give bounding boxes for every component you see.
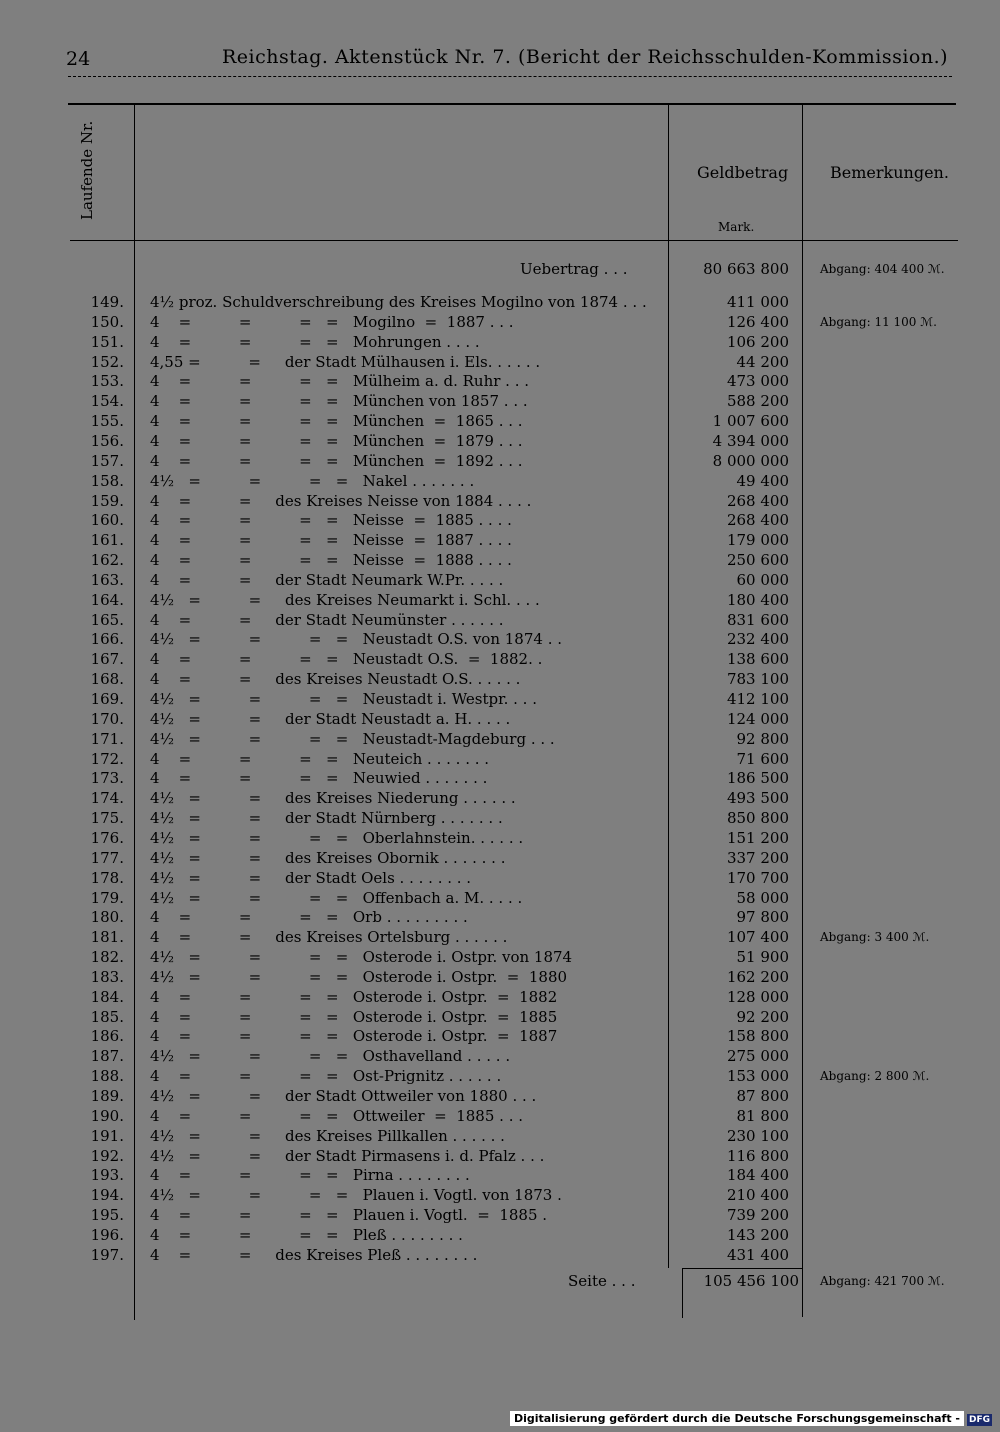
row-number: 185. xyxy=(90,1007,124,1026)
row-amount: 92 200 xyxy=(736,1007,789,1026)
row-amount: 179 000 xyxy=(726,531,789,550)
table-row xyxy=(0,888,1000,908)
row-number: 153. xyxy=(90,372,124,391)
row-number: 172. xyxy=(90,749,124,768)
row-number: 179. xyxy=(90,888,124,907)
row-amount: 739 200 xyxy=(726,1206,789,1225)
table-row xyxy=(0,808,1000,828)
table-row xyxy=(0,610,1000,630)
row-description: 4½ = = = = Neustadt i. Westpr. . . . xyxy=(150,690,537,708)
row-number: 168. xyxy=(90,670,124,689)
column-header-geldbetrag: Geldbetrag xyxy=(697,163,789,182)
row-description: 4½ = = = = Neustadt O.S. von 1874 . . xyxy=(150,630,563,649)
row-description: 4 = = = = Mohrungen . . . . xyxy=(150,332,480,351)
row-number: 183. xyxy=(90,967,124,986)
row-amount: 128 000 xyxy=(726,987,789,1006)
row-number: 173. xyxy=(90,769,124,788)
row-amount: 412 100 xyxy=(726,690,789,708)
row-number: 167. xyxy=(90,650,124,669)
table-row xyxy=(0,947,1000,967)
row-number: 176. xyxy=(90,828,124,847)
row-amount: 268 400 xyxy=(726,511,789,530)
row-description: 4 = = = = München von 1857 . . . xyxy=(150,392,528,411)
page-header-title: Reichstag. Aktenstück Nr. 7. (Bericht der Reichsschulden-Kommission.) xyxy=(222,46,949,68)
row-amount: 97 800 xyxy=(736,908,789,927)
table-row xyxy=(0,1106,1000,1126)
row-description: 4 = = = = Neuteich . . . . . . . xyxy=(150,749,490,768)
row-number: 170. xyxy=(90,709,124,728)
dfg-logo: DFG xyxy=(968,1415,990,1425)
table-row xyxy=(0,689,1000,709)
row-description: 4,55 = = der Stadt Mülhausen i. Els. . . . . . xyxy=(150,352,541,371)
row-number: 194. xyxy=(90,1186,124,1205)
row-description: 4 = = = = Mogilno = 1887 . . . xyxy=(150,312,514,331)
row-description: 4½ = = der Stadt Oels . . . . . . . . xyxy=(150,868,472,887)
table-row xyxy=(0,788,1000,808)
row-number: 189. xyxy=(90,1087,124,1105)
row-number: 197. xyxy=(90,1245,124,1264)
seite-row xyxy=(0,1271,1000,1291)
row-number: 182. xyxy=(90,948,124,967)
table-head-rule xyxy=(70,240,958,241)
row-description: 4½ = = = = Plauen i. Vogtl. von 1873 . xyxy=(150,1186,562,1205)
row-number: 192. xyxy=(90,1146,124,1165)
row-description: 4½ = = des Kreises Neumarkt i. Schl. . . . xyxy=(150,590,540,609)
seite-remark: Abgang: 421 700 ℳ. xyxy=(820,1274,945,1288)
row-number: 193. xyxy=(90,1166,124,1185)
table-row xyxy=(0,1146,1000,1166)
row-amount: 143 200 xyxy=(726,1225,789,1244)
table-row xyxy=(0,312,1000,332)
row-description: 4 = = = = Mülheim a. d. Ruhr . . . xyxy=(150,372,530,391)
row-description: 4 = = der Stadt Neumark W.Pr. . . . . xyxy=(150,570,504,589)
row-amount: 850 800 xyxy=(726,809,789,828)
row-description: 4 = = des Kreises Ortelsburg . . . . . . xyxy=(150,928,508,947)
table-row xyxy=(0,451,1000,471)
row-number: 190. xyxy=(90,1106,124,1125)
row-description: 4½ = = = = Osterode i. Ostpr. von 1874 xyxy=(150,948,573,967)
table-row xyxy=(0,729,1000,749)
row-description: 4½ = = = = Neustadt-Magdeburg . . . xyxy=(150,729,555,748)
row-amount: 116 800 xyxy=(726,1146,789,1165)
row-amount: 151 200 xyxy=(726,828,789,847)
table-row xyxy=(0,352,1000,372)
row-number: 159. xyxy=(90,491,124,510)
row-amount: 411 000 xyxy=(726,293,789,311)
row-amount: 493 500 xyxy=(726,789,789,808)
row-description: 4 = = des Kreises Pleß . . . . . . . . xyxy=(150,1245,478,1264)
table-row xyxy=(0,828,1000,848)
row-description: 4 = = = = Neustadt O.S. = 1882. . xyxy=(150,650,543,669)
row-number: 196. xyxy=(90,1225,124,1244)
row-amount: 71 600 xyxy=(736,749,789,768)
row-amount: 153 000 xyxy=(726,1067,789,1086)
row-amount: 106 200 xyxy=(726,332,789,351)
row-number: 169. xyxy=(90,690,124,708)
row-number: 177. xyxy=(90,848,124,867)
table-row xyxy=(0,292,1000,312)
row-amount: 184 400 xyxy=(726,1166,789,1185)
row-number: 160. xyxy=(90,511,124,530)
row-number: 191. xyxy=(90,1126,124,1145)
row-number: 180. xyxy=(90,908,124,927)
table-row xyxy=(0,629,1000,649)
row-description: 4½ = = des Kreises Pillkallen . . . . . . xyxy=(150,1126,505,1145)
table-row xyxy=(0,371,1000,391)
row-amount: 158 800 xyxy=(726,1027,789,1046)
row-number: 175. xyxy=(90,809,124,828)
row-number: 154. xyxy=(90,392,124,411)
table-row xyxy=(0,749,1000,769)
row-description: 4½ = = der Stadt Ottweiler von 1880 . . . xyxy=(150,1087,537,1105)
row-amount: 831 600 xyxy=(726,610,789,629)
row-amount: 58 000 xyxy=(736,888,789,907)
row-amount: 138 600 xyxy=(726,650,789,669)
col-divider-text xyxy=(668,105,669,263)
row-number: 186. xyxy=(90,1027,124,1046)
row-number: 188. xyxy=(90,1067,124,1086)
row-amount: 431 400 xyxy=(726,1245,789,1264)
row-amount: 186 500 xyxy=(726,769,789,788)
row-amount: 49 400 xyxy=(736,471,789,490)
header-rule-dashed xyxy=(68,76,952,77)
row-number: 187. xyxy=(90,1047,124,1066)
table-row xyxy=(0,848,1000,868)
row-amount: 250 600 xyxy=(726,551,789,570)
table-row xyxy=(0,967,1000,987)
row-description: 4 = = = = München = 1865 . . . xyxy=(150,412,523,431)
table-row xyxy=(0,1205,1000,1225)
row-amount: 4 394 000 xyxy=(712,431,789,450)
row-description: 4½ proz. Schuldverschreibung des Kreises Mogilno von 1874 . . . xyxy=(150,293,647,311)
table-row xyxy=(0,530,1000,550)
row-number: 164. xyxy=(90,590,124,609)
row-amount: 124 000 xyxy=(726,709,789,728)
row-number: 195. xyxy=(90,1206,124,1225)
row-description: 4 = = des Kreises Neisse von 1884 . . . . xyxy=(150,491,532,510)
row-number: 161. xyxy=(90,531,124,550)
row-number: 181. xyxy=(90,928,124,947)
table-row xyxy=(0,332,1000,352)
row-description: 4 = = = = Neisse = 1887 . . . . xyxy=(150,531,512,550)
digitization-credit: Digitalisierung gefördert durch die Deutsche Forschungsgemeinschaft - xyxy=(510,1411,964,1426)
row-description: 4 = = = = Neuwied . . . . . . . xyxy=(150,769,488,788)
row-number: 178. xyxy=(90,868,124,887)
table-row xyxy=(0,1007,1000,1027)
row-number: 157. xyxy=(90,451,124,470)
row-amount: 230 100 xyxy=(726,1126,789,1145)
row-description: 4½ = = = = Nakel . . . . . . . xyxy=(150,471,475,490)
row-amount: 87 800 xyxy=(736,1087,789,1105)
table-row xyxy=(0,1086,1000,1106)
row-remark: Abgang: 11 100 ℳ. xyxy=(820,314,937,329)
row-description: 4½ = = = = Osterode i. Ostpr. = 1880 xyxy=(150,967,568,986)
row-amount: 44 200 xyxy=(736,352,789,371)
row-number: 155. xyxy=(90,412,124,431)
table-row xyxy=(0,649,1000,669)
row-description: 4 = = = = Osterode i. Ostpr. = 1882 xyxy=(150,987,558,1006)
table-row xyxy=(0,1225,1000,1245)
row-description: 4 = = = = Pleß . . . . . . . . xyxy=(150,1225,463,1244)
column-header-bemerkungen: Bemerkungen. xyxy=(830,163,949,182)
row-amount: 275 000 xyxy=(726,1047,789,1066)
table-row xyxy=(0,768,1000,788)
column-header-laufende-nr: Laufende Nr. xyxy=(78,120,96,220)
row-amount: 8 000 000 xyxy=(712,451,789,470)
table-row xyxy=(0,491,1000,511)
table-row xyxy=(0,927,1000,947)
row-number: 150. xyxy=(90,312,124,331)
row-amount: 783 100 xyxy=(726,670,789,689)
uebertrag-amount: 80 663 800 xyxy=(703,260,789,278)
row-amount: 162 200 xyxy=(726,967,789,986)
row-number: 165. xyxy=(90,610,124,629)
row-number: 184. xyxy=(90,987,124,1006)
row-description: 4½ = = des Kreises Niederung . . . . . . xyxy=(150,789,516,808)
row-number: 171. xyxy=(90,729,124,748)
row-number: 162. xyxy=(90,551,124,570)
row-remark: Abgang: 2 800 ℳ. xyxy=(820,1069,930,1084)
row-description: 4½ = = der Stadt Nürnberg . . . . . . . xyxy=(150,809,503,828)
row-number: 156. xyxy=(90,431,124,450)
row-description: 4 = = der Stadt Neumünster . . . . . . xyxy=(150,610,504,629)
row-description: 4½ = = = = Oberlahnstein. . . . . . xyxy=(150,828,524,847)
row-description: 4 = = = = München = 1892 . . . xyxy=(150,451,523,470)
row-amount: 51 900 xyxy=(736,948,789,967)
table-row xyxy=(0,510,1000,530)
row-description: 4½ = = = = Offenbach a. M. . . . . xyxy=(150,888,523,907)
row-description: 4 = = = = Ottweiler = 1885 . . . xyxy=(150,1106,523,1125)
table-row xyxy=(0,391,1000,411)
table-row xyxy=(0,431,1000,451)
row-description: 4 = = = = Neisse = 1888 . . . . xyxy=(150,551,512,570)
row-description: 4 = = = = München = 1879 . . . xyxy=(150,431,523,450)
row-number: 174. xyxy=(90,789,124,808)
table-row xyxy=(0,570,1000,590)
row-number: 158. xyxy=(90,471,124,490)
uebertrag-row xyxy=(0,259,1000,279)
uebertrag-remark: Abgang: 404 400 ℳ. xyxy=(820,262,945,276)
row-amount: 232 400 xyxy=(726,630,789,649)
row-description: 4½ = = der Stadt Neustadt a. H. . . . . xyxy=(150,709,511,728)
table-top-rule xyxy=(68,103,956,105)
table-row xyxy=(0,411,1000,431)
table-row xyxy=(0,1066,1000,1086)
sum-rule xyxy=(682,1268,802,1269)
row-amount: 107 400 xyxy=(726,928,789,947)
row-amount: 210 400 xyxy=(726,1186,789,1205)
table-row xyxy=(0,907,1000,927)
row-remark: Abgang: 3 400 ℳ. xyxy=(820,930,930,945)
row-description: 4½ = = des Kreises Obornik . . . . . . . xyxy=(150,848,506,867)
row-description: 4 = = = = Orb . . . . . . . . . xyxy=(150,908,468,927)
table-row xyxy=(0,1046,1000,1066)
row-amount: 180 400 xyxy=(726,590,789,609)
row-amount: 1 007 600 xyxy=(712,412,789,431)
seite-label: Seite . . . xyxy=(568,1272,636,1290)
row-description: 4 = = des Kreises Neustadt O.S. . . . . . xyxy=(150,670,521,689)
column-header-mark: Mark. xyxy=(718,220,755,234)
row-amount: 473 000 xyxy=(726,372,789,391)
row-amount: 170 700 xyxy=(726,868,789,887)
table-row xyxy=(0,1245,1000,1265)
row-description: 4 = = = = Plauen i. Vogtl. = 1885 . xyxy=(150,1206,548,1225)
row-description: 4 = = = = Pirna . . . . . . . . xyxy=(150,1166,470,1185)
row-description: 4 = = = = Osterode i. Ostpr. = 1885 xyxy=(150,1007,558,1026)
table-row xyxy=(0,550,1000,570)
row-amount: 268 400 xyxy=(726,491,789,510)
row-description: 4 = = = = Ost-Prignitz . . . . . . xyxy=(150,1067,502,1086)
table-row xyxy=(0,868,1000,888)
table-row xyxy=(0,1026,1000,1046)
row-description: 4 = = = = Neisse = 1885 . . . . xyxy=(150,511,512,530)
table-row xyxy=(0,590,1000,610)
table-row xyxy=(0,1165,1000,1185)
row-number: 152. xyxy=(90,352,124,371)
row-amount: 92 800 xyxy=(736,729,789,748)
table-row xyxy=(0,1185,1000,1205)
table-row xyxy=(0,471,1000,491)
page-number: 24 xyxy=(66,48,91,70)
row-amount: 126 400 xyxy=(726,312,789,331)
table-row xyxy=(0,987,1000,1007)
table-row xyxy=(0,1126,1000,1146)
table-row xyxy=(0,669,1000,689)
table-row xyxy=(0,709,1000,729)
row-amount: 60 000 xyxy=(736,570,789,589)
row-number: 163. xyxy=(90,570,124,589)
row-number: 151. xyxy=(90,332,124,351)
row-description: 4 = = = = Osterode i. Ostpr. = 1887 xyxy=(150,1027,558,1046)
row-amount: 81 800 xyxy=(736,1106,789,1125)
row-number: 166. xyxy=(90,630,124,649)
seite-total: 105 456 100 xyxy=(703,1272,799,1290)
row-amount: 588 200 xyxy=(726,392,789,411)
uebertrag-label: Uebertrag . . . xyxy=(520,260,628,278)
row-description: 4½ = = = = Osthavelland . . . . . xyxy=(150,1047,511,1066)
row-description: 4½ = = der Stadt Pirmasens i. d. Pfalz . . . xyxy=(150,1146,545,1165)
row-amount: 337 200 xyxy=(726,848,789,867)
row-number: 149. xyxy=(90,293,124,311)
